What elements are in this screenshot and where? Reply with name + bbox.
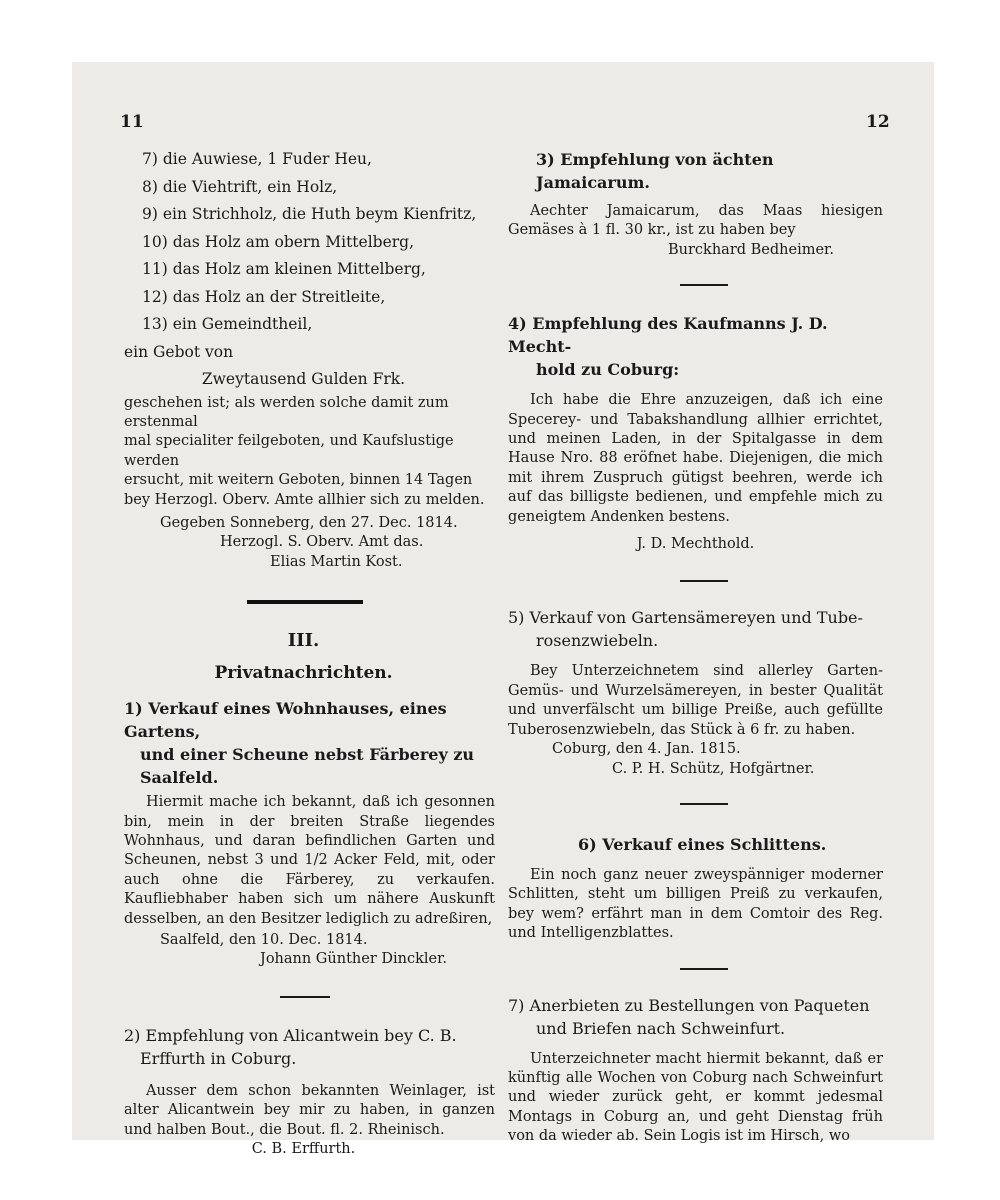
page-number-left: 11: [120, 112, 144, 132]
ad-body: [124, 1082, 495, 1140]
ad-heading-line: 4) Empfehlung des Kaufmanns J. D. Mecht-: [508, 314, 828, 357]
notice-line: ersucht, mit weitern Geboten, binnen 14 Tagen: [124, 472, 473, 489]
given-line: Gegeben Sonneberg, den 27. Dec. 1814.: [160, 514, 458, 531]
ad-heading-line: 2) Empfehlung von Alicantwein bey C. B.: [124, 1025, 457, 1045]
list-item: 8) die Viehtrift, ein Holz,: [142, 177, 338, 196]
ad-divider: [680, 284, 728, 286]
ad-heading: [112, 697, 495, 789]
section-title: Privatnachrichten.: [214, 663, 393, 684]
ad-heading: [508, 994, 883, 1040]
notice-line: bey Herzogl. Oberv. Amte allhier sich zu melden.: [124, 491, 485, 508]
ad-heading-line: und Briefen nach Schweinfurt.: [536, 1018, 786, 1038]
ad-place-date: Coburg, den 4. Jan. 1815.: [552, 741, 741, 758]
ad-7: [508, 994, 883, 1147]
notice-line: mal specialiter feilgeboten, und Kaufslustige werden: [124, 433, 454, 469]
ad-heading: 3) Empfehlung von ächten Jamaicarum.: [536, 150, 774, 192]
list-item: 9) ein Strichholz, die Huth beym Kienfritz,: [142, 205, 477, 223]
ad-heading-line: 7) Anerbieten zu Bestellungen von Paqueten: [508, 995, 870, 1015]
ad-body: [508, 391, 883, 527]
ad-body-text: Unterzeichneter macht hiermit bekannt, daß er künftig alle Wochen von Coburg nach Schweinfurt und wieder zurück geht, er kommt jedesmal Montags in Coburg an, und geht Dienstag früh von da wieder ab. Sein Logis ist im Hirsch, wo: [508, 1050, 883, 1145]
ad-signer: J. D. Mechthold.: [636, 536, 755, 553]
ad-heading-line: und einer Scheune nebst Färberey zu Saalfeld.: [140, 745, 475, 788]
section-number: III.: [287, 630, 320, 652]
ad-body: [508, 662, 883, 740]
land-list: [112, 146, 495, 339]
notice-line: geschehen ist; als werden solche damit zum erstenmal: [124, 394, 449, 430]
bid-amount: Zweytausend Gulden Frk.: [201, 370, 406, 388]
ad-signer: C. P. H. Schütz, Hofgärtner.: [612, 760, 815, 777]
list-item: 10) das Holz am obern Mittelberg,: [142, 232, 415, 251]
ad-divider: [680, 580, 728, 582]
ad-signer: Burckhard Bedheimer.: [668, 241, 834, 258]
bid-intro: ein Gebot von: [124, 342, 234, 361]
ad-body-text: Aechter Jamaicarum, das Maas hiesigen Gemäses à 1 fl. 30 kr., ist zu haben bey: [508, 203, 883, 239]
ad-body: [508, 202, 883, 241]
ad-4: [508, 312, 883, 554]
ad-divider: [680, 803, 728, 805]
ad-heading-line: 1) Verkauf eines Wohnhauses, eines Gartens,: [124, 699, 447, 742]
ad-body: [508, 1050, 883, 1147]
office-line: Herzogl. S. Oberv. Amt das.: [220, 534, 424, 551]
ad-heading-line: hold zu Coburg:: [536, 360, 680, 380]
ad-1: [112, 697, 495, 970]
signer-kost: Elias Martin Kost.: [270, 553, 403, 570]
ad-body: [508, 866, 883, 944]
ad-divider: [280, 996, 330, 998]
list-item: 7) die Auwiese, 1 Fuder Heu,: [142, 150, 372, 168]
ad-body-text: Ich habe die Ehre anzuzeigen, daß ich eine Specerey- und Tabakshandlung allhier errichtet, und meinen Laden, in der Spitalgasse in dem Hause Nro. 88 eröfnet habe. Diejenigen, die mich mit ihrem Zuspruch gütigst beehren, werde ich auf das billigste bedienen, und empfehle mich zu geneigtem Andenken bestens.: [508, 392, 883, 525]
ad-5: [508, 606, 883, 778]
section-divider: [247, 600, 363, 604]
right-column: [508, 148, 883, 1147]
ad-6: [508, 833, 883, 944]
ad-heading-line: Erffurth in Coburg.: [140, 1048, 297, 1068]
notice-text: [124, 394, 495, 510]
ad-3: [508, 148, 883, 260]
ad-body-text: Bey Unterzeichnetem sind allerley Garten- Gemüs- und Wurzelsämereyen, in bester Qualität und unverfälscht um billige Preiße, auch gefüllte Tuberosenzwiebeln, das Stück à 6 fr. zu haben.: [508, 663, 883, 738]
list-item: 12) das Holz an der Streitleite,: [142, 287, 386, 306]
ad-divider: [680, 968, 728, 970]
ad-body-text: Ein noch ganz neuer zweyspänniger moderner Schlitten, steht um billigen Preiß zu verkaufen, bey wem? erfährt man in dem Comtoir des Reg. und Intelligenzblattes.: [508, 866, 883, 942]
ad-body: [124, 793, 495, 929]
left-column: [112, 146, 495, 1159]
ad-heading: 6) Verkauf eines Schlittens.: [578, 834, 827, 854]
page-number-right: 12: [866, 112, 890, 132]
ad-heading: [112, 1024, 495, 1070]
ad-signer: C. B. Erffurth.: [251, 1141, 356, 1158]
ad-body-text: Hiermit mache ich bekannt, daß ich gesonnen bin, mein in der breiten Straße liegendes Wohnhaus, und daran befindlichen Garten und Scheunen, nebst 3 und 1/2 Acker Feld, mit, oder auch ohne die Färberey, zu verkaufen. Kaufliebhaber haben sich um nähere Auskunft desselben, an den Besitzer lediglich zu adreßiren,: [124, 794, 495, 927]
list-item: 13) ein Gemeindtheil,: [142, 315, 313, 333]
list-item: 11) das Holz am kleinen Mittelberg,: [142, 260, 426, 278]
ad-place-date: Saalfeld, den 10. Dec. 1814.: [160, 932, 368, 948]
ad-body-text: Ausser dem schon bekannten Weinlager, ist alter Alicantwein bey mir zu haben, in ganzen und halben Bout., die Bout. fl. 2. Rheinisch.: [124, 1082, 495, 1138]
ad-heading-line: rosenzwiebeln.: [536, 631, 659, 651]
ad-heading: [508, 606, 883, 652]
ad-signer: Johann Günther Dinckler.: [260, 951, 448, 968]
ad-heading: [508, 312, 883, 381]
ad-2: [112, 1024, 495, 1160]
ad-heading-line: 5) Verkauf von Gartensämereyen und Tube-: [508, 608, 863, 628]
